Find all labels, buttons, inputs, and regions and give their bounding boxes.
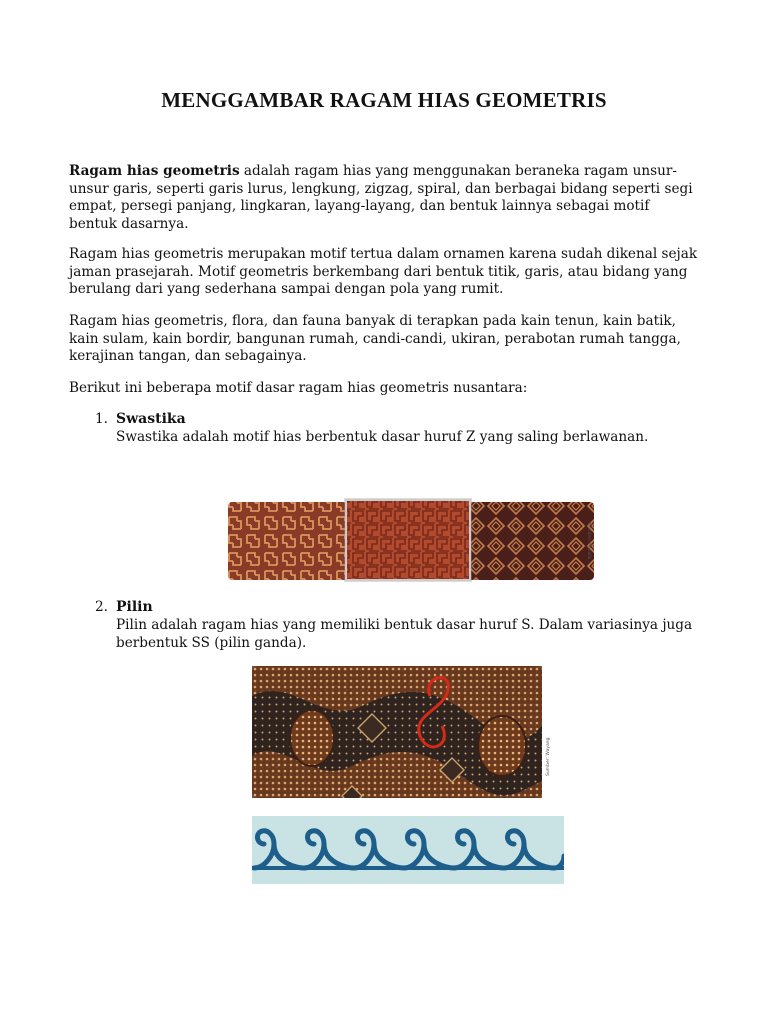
pilin-batik-image	[252, 666, 562, 798]
pilin-credit: Sumber: Wayang	[546, 737, 551, 776]
list-number-1: 1.	[95, 411, 108, 427]
swastika-panel-left	[228, 502, 356, 580]
list-heading-pilin: Pilin	[116, 599, 153, 615]
paragraph-history: Ragam hias geometris merupakan motif tertua dalam ornamen karena sudah dikenal sejak jaman prasejarah. Motif geometris berkembang dari bentuk titik, garis, atau bidang yang berulang dari yang sederhana sampai dengan pola yang rumit.	[69, 246, 698, 297]
pilin-spiral-border	[252, 816, 564, 884]
swastika-panel-center	[346, 500, 470, 580]
intro-paragraph	[69, 163, 701, 233]
list-heading-swastika: Swastika	[116, 411, 186, 427]
list-number-2: 2.	[95, 599, 108, 615]
paragraph-application: Ragam hias geometris, flora, dan fauna banyak di terapkan pada kain tenun, kain batik, kain sulam, kain bordir, bangunan rumah, candi-candi, ukiran, perabotan rumah tangga, kerajinan tangan, dan sebagainya.	[69, 313, 681, 364]
intro-term: Ragam hias geometris	[69, 163, 240, 179]
intro-text: adalah ragam hias yang menggunakan beraneka ragam unsur-unsur garis, seperti garis lurus, lengkung, zigzag, spiral, dan berbagai bidang seperti segi empat, persegi panjang, lingkaran, layang-layang, dan bentuk lainnya sebagai motif bentuk dasarnya.	[69, 163, 693, 232]
swastika-credit: Sumber: Penulis	[586, 522, 591, 560]
list-text-swastika: Swastika adalah motif hias berbentuk dasar huruf Z yang saling berlawanan.	[116, 429, 649, 445]
list-text-pilin: Pilin adalah ragam hias yang memiliki bentuk dasar huruf S. Dalam variasinya juga berbentuk SS (pilin ganda).	[116, 617, 693, 651]
swastika-batik-image	[226, 496, 596, 584]
swastika-panel-right	[466, 502, 594, 580]
paragraph-list-intro: Berikut ini beberapa motif dasar ragam hias geometris nusantara:	[69, 380, 528, 396]
page-title: MENGGAMBAR RAGAM HIAS GEOMETRIS	[161, 88, 607, 112]
